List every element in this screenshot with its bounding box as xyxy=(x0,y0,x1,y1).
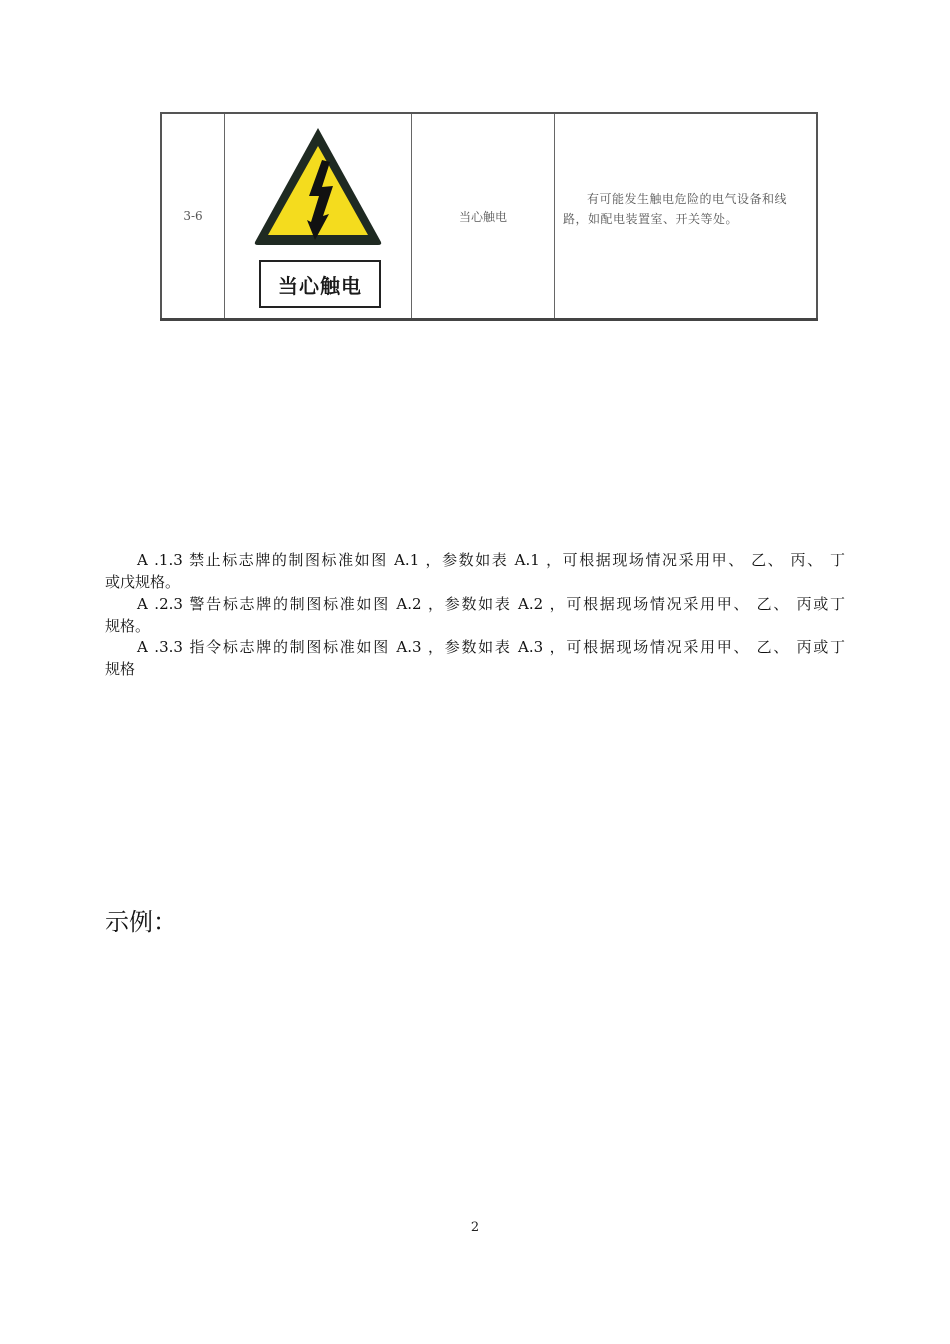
sign-description: 有可能发生触电危险的电气设备和线路，如配电装置室、开关等处。 xyxy=(563,192,788,226)
warning-sign xyxy=(225,114,411,318)
sign-description-cell xyxy=(555,113,818,320)
page-number: 2 xyxy=(470,1220,480,1235)
paragraph-line: 规格 xyxy=(105,659,136,678)
sign-number: 3-6 xyxy=(161,113,225,320)
paragraph-line: 或戊规格。 xyxy=(105,572,181,591)
paragraph-line: 规格。 xyxy=(105,616,151,635)
sign-name: 当心触电 xyxy=(412,113,555,320)
paragraph-line: A .2.3 警告标志牌的制图标准如图 A.2 ，参数如表 A.2 ，可根据现场情况采用甲、 乙、 丙或丁 xyxy=(137,595,845,613)
example-heading: 示例： xyxy=(105,908,177,936)
sign-caption: 当心触电 xyxy=(259,260,381,308)
paragraph-prohibition xyxy=(105,550,845,593)
sign-table xyxy=(160,112,818,321)
paragraph-instruction xyxy=(105,637,845,680)
paragraph-line: A .1.3 禁止标志牌的制图标准如图 A.1 ，参数如表 A.1 ，可根据现场情况采用甲、 乙、 丙、 丁 xyxy=(137,551,845,569)
table-row xyxy=(161,113,817,320)
paragraph-line: A .3.3 指令标志牌的制图标准如图 A.3 ，参数如表 A.3 ，可根据现场情况采用甲、 乙、 丙或丁 xyxy=(137,638,845,656)
sign-image-cell xyxy=(225,113,412,320)
paragraph-warning xyxy=(105,594,845,637)
electric-shock-warning-icon xyxy=(251,124,385,248)
